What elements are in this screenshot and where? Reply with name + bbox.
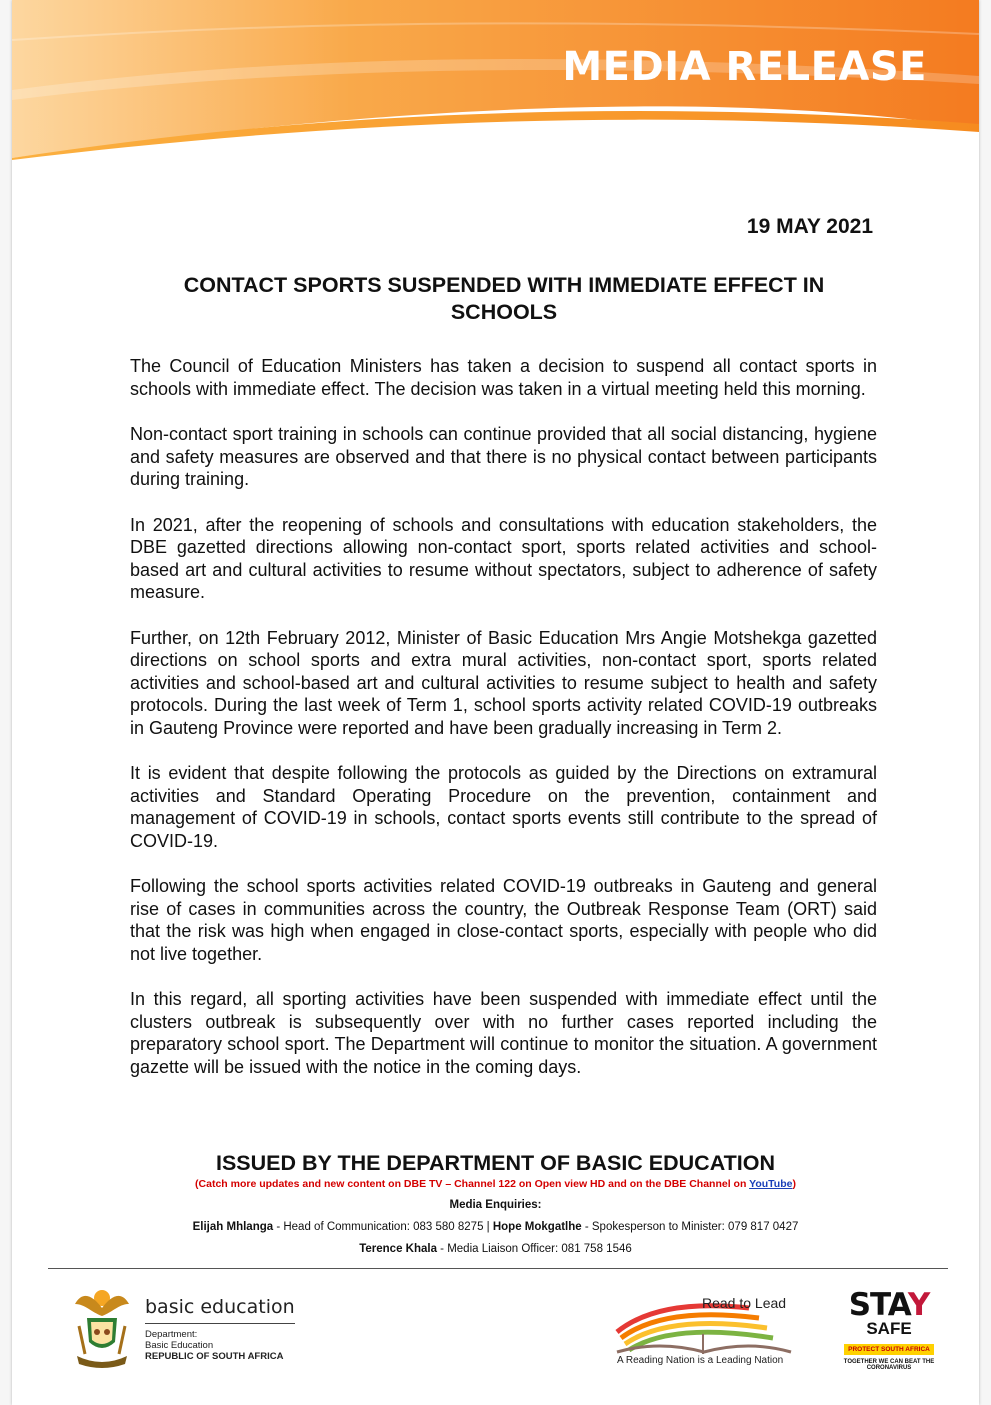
contact-name: Elijah Mhlanga: [192, 1221, 274, 1233]
dbe-logo-divider: [145, 1323, 295, 1324]
contact-role: - Spokesperson to Minister: 079 817 0427: [581, 1221, 799, 1233]
contact-role: - Media Liaison Officer: 081 758 1546: [436, 1243, 632, 1255]
stay-flag-letter: Y: [907, 1287, 930, 1323]
contact-name: Terence Khala: [359, 1243, 437, 1255]
dbe-logo-line: Department:: [145, 1329, 198, 1340]
issued-by-block: [12, 1150, 979, 1256]
paragraph: In 2021, after the reopening of schools and consultations with education stakeholders, the DBE gazetted directions allowing non-contact sport, sports related activities and school-based art and cultural activities to resume without spectators, subject to adherence of safety measure.: [130, 514, 877, 602]
protect-south-africa-bar: PROTECT SOUTH AFRICA: [844, 1344, 934, 1355]
stay-word: [824, 1287, 954, 1323]
paragraph: Following the school sports activities related COVID-19 outbreaks in Gauteng and general rise of cases in communities across the country, the Outbreak Response Team (ORT) said that the risk was high when engaged in close-contact sports, especially with people who did not live together.: [130, 876, 877, 964]
issued-by-title: ISSUED BY THE DEPARTMENT OF BASIC EDUCATION: [215, 1151, 776, 1175]
read-to-lead-tagline: A Reading Nation is a Leading Nation: [617, 1355, 784, 1366]
youtube-link[interactable]: YouTube: [749, 1178, 793, 1190]
dbe-logo-title: basic education: [145, 1296, 295, 1318]
dbe-logo-country: REPUBLIC OF SOUTH AFRICA: [145, 1351, 284, 1362]
safe-word: SAFE: [866, 1319, 912, 1338]
dbe-logo-text: [145, 1296, 345, 1362]
media-enquiries-label: Media Enquiries:: [449, 1199, 542, 1211]
coat-of-arms-icon: [67, 1284, 137, 1370]
footer-divider: [48, 1268, 948, 1269]
read-to-lead-logo: [609, 1290, 799, 1374]
paragraph: Further, on 12th February 2012, Minister of Basic Education Mrs Angie Motshekga gazetted directions on school sports and extra mural activities, non-contact sport, sports related activities and school-based art and cultural activities to resume subject to health and safety protocols. During the last week of Term 1, school sports activity related COVID-19 outbreaks in Gauteng Province were reported and have been gradually increasing in Term 2.: [130, 627, 877, 738]
read-to-lead-title: Read to Lead: [702, 1295, 787, 1311]
dbe-logo-line: Basic Education: [145, 1340, 214, 1351]
stay-letters: STA: [848, 1287, 908, 1323]
paragraph: In this regard, all sporting activities have been suspended with immediate effect until the clusters outbreak is subsequently over with no further cases reported including the preparatory school sport. The Department will continue to monitor the situation. A government gazette will be issued with the notice in the coming days.: [130, 989, 877, 1077]
dbe-tv-note-text: (Catch more updates and new content on DBE TV – Channel 122 on Open view HD and on the DBE Channel on: [195, 1178, 750, 1190]
contact-name: Hope Mokgatlhe: [492, 1221, 582, 1233]
banner-title: MEDIA RELEASE: [562, 44, 927, 90]
stay-safe-slogan: TOGETHER WE CAN BEAT THE CORONAVIRUS: [843, 1359, 935, 1371]
paragraph: The Council of Education Ministers has taken a decision to suspend all contact sports in schools with immediate effect. The decision was taken in a virtual meeting held this morning.: [130, 356, 877, 399]
release-headline: CONTACT SPORTS SUSPENDED WITH IMMEDIATE EFFECT IN SCHOOLS: [183, 273, 825, 324]
paragraph: Non-contact sport training in schools can continue provided that all social distancing, hygiene and safety measures are observed and that there is no physical contact between participants during training.: [130, 424, 877, 489]
release-date: 19 MAY 2021: [746, 215, 873, 238]
dbe-tv-note-end: ): [792, 1178, 796, 1190]
dbe-tv-note: [12, 1177, 979, 1191]
paragraph: It is evident that despite following the protocols as guided by the Directions on extramural activities and Standard Operating Procedure on the prevention, containment and management of COVID-19 in schools, contact sports events still contribute to the spread of COVID-19.: [130, 763, 877, 851]
stay-safe-logo: [824, 1287, 954, 1371]
contact-role: - Head of Communication: 083 580 8275 |: [273, 1221, 493, 1233]
media-release-page: [12, 0, 979, 1405]
contact-line-2: [12, 1242, 979, 1256]
release-body: [130, 355, 877, 1101]
contact-line-1: [12, 1220, 979, 1234]
